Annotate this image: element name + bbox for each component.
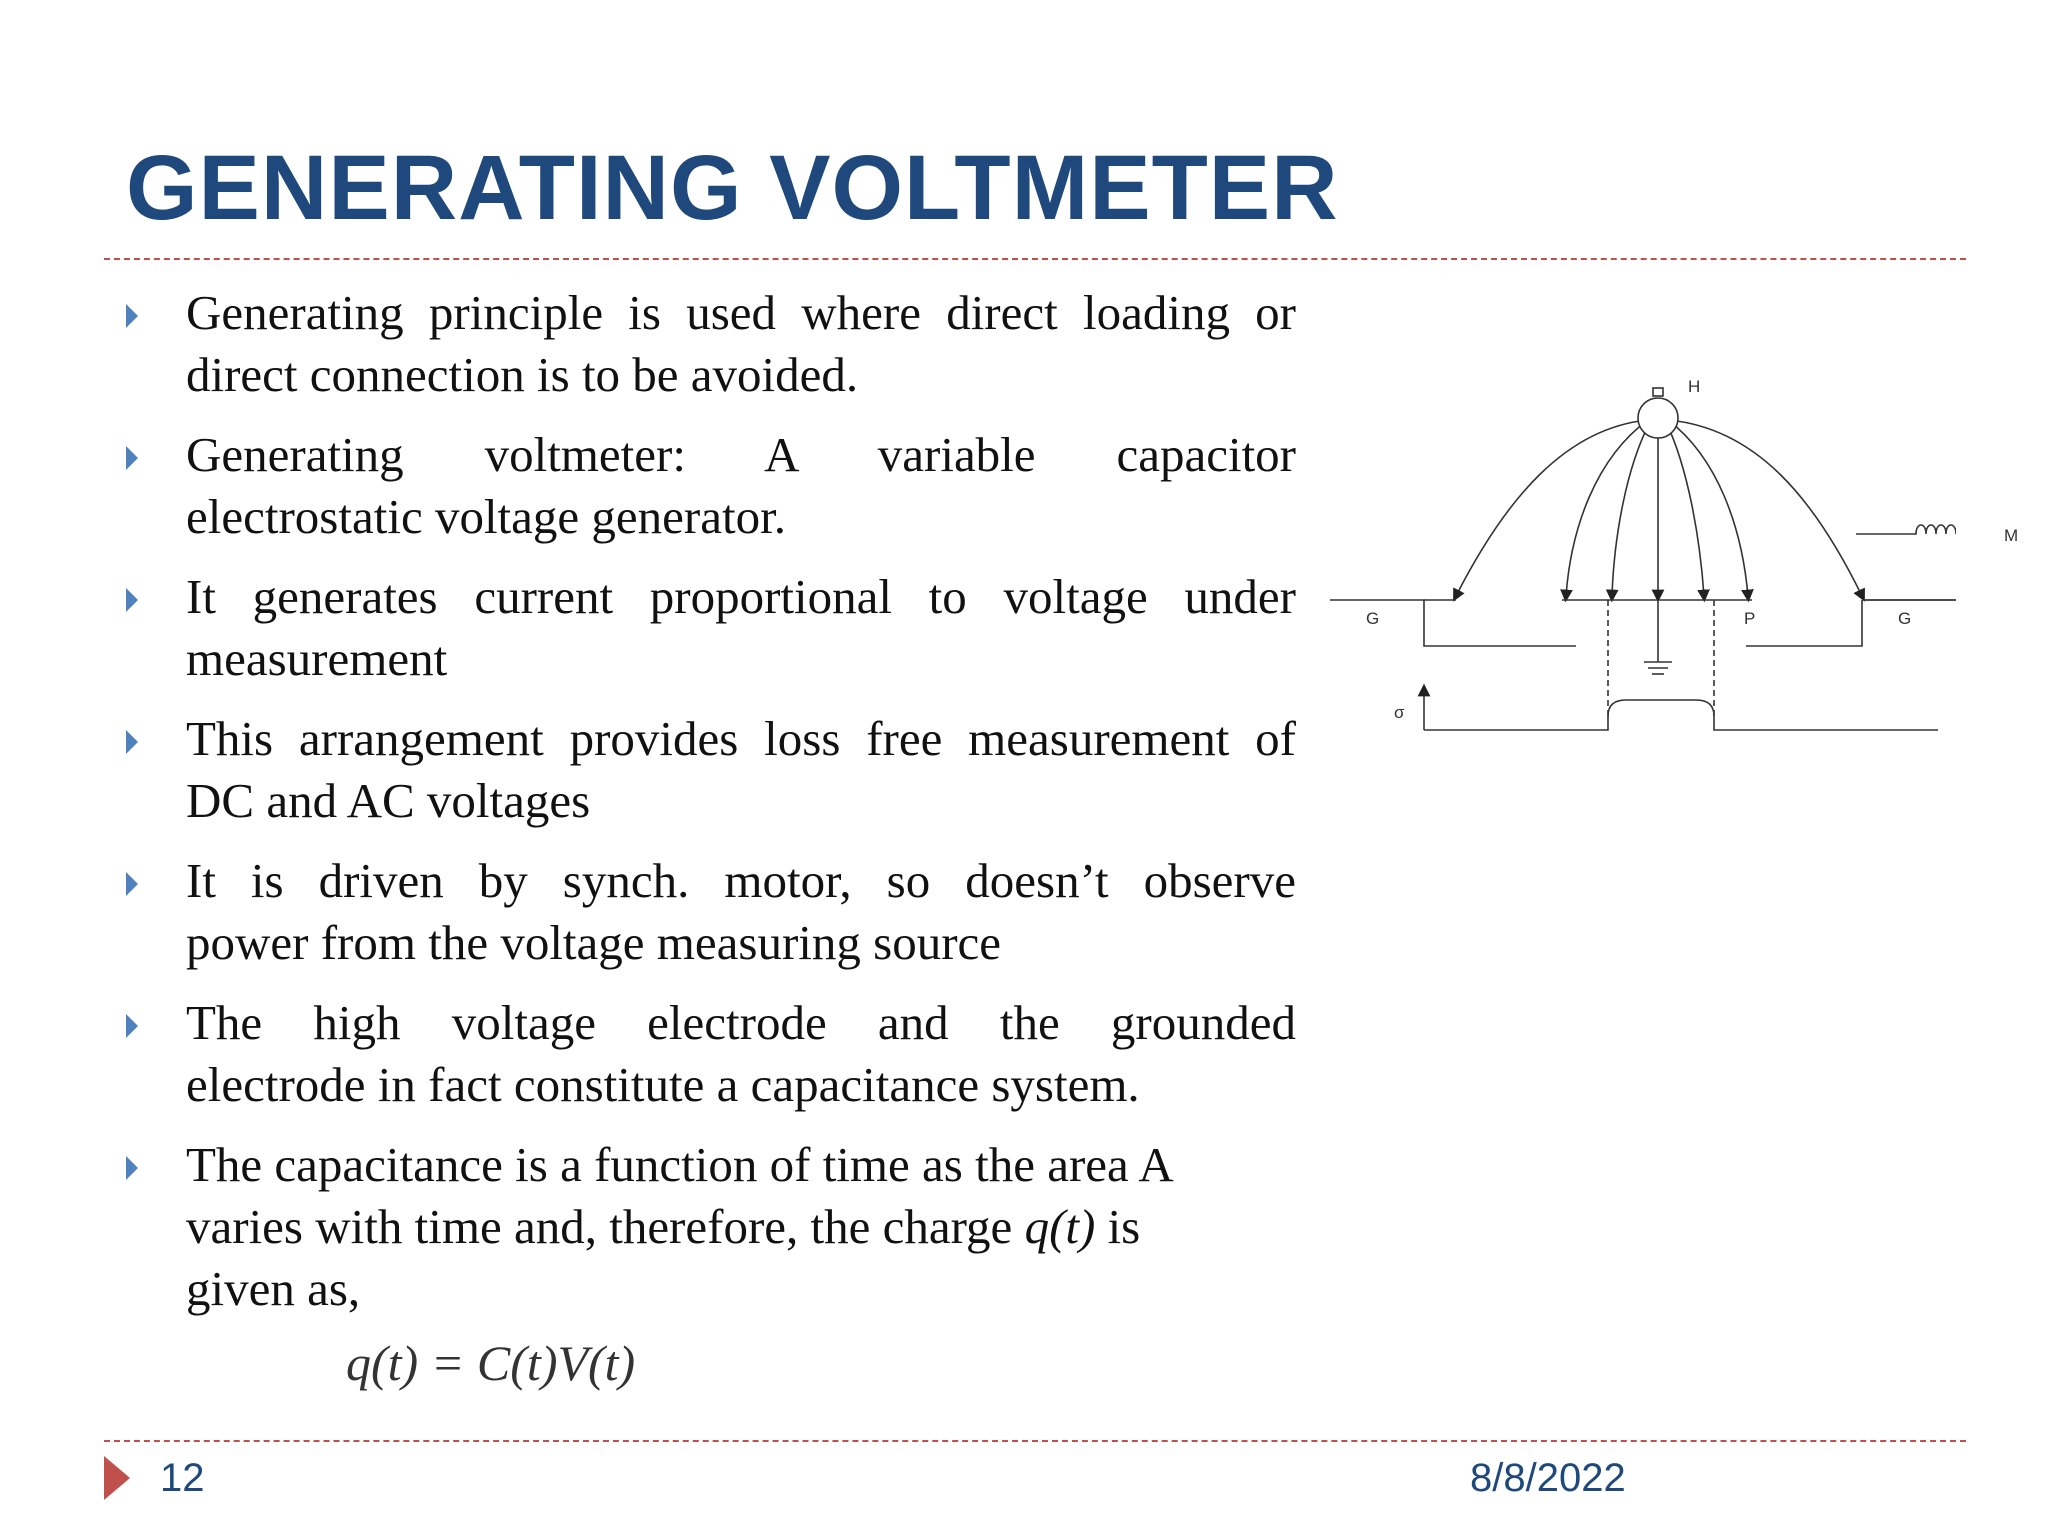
bullet-marker-icon <box>126 1014 138 1038</box>
generating-voltmeter-diagram <box>1326 378 1956 748</box>
slide-title: GENERATING VOLTMETER <box>126 137 1339 239</box>
title-divider <box>104 258 1966 260</box>
bullet-item-1 <box>126 282 1296 406</box>
field-line <box>1666 422 1704 596</box>
label-h: H <box>1688 378 1701 396</box>
bullet-text-line <box>186 1196 1296 1258</box>
slide-date: 8/8/2022 <box>1470 1456 1626 1500</box>
bullet-item-5 <box>126 850 1296 974</box>
bullet-text-line: Generating principle is used where direct loading or <box>186 285 1296 340</box>
bullet-text-line: It is driven by synch. motor, so doesn’t observe <box>186 853 1296 908</box>
bullet-text-line: direct connection is to be avoided. <box>186 347 859 402</box>
bullet-marker-icon <box>126 872 138 896</box>
charge-formula: q(t) = C(t)V(t) <box>346 1335 636 1391</box>
bullet-text-line: electrode in fact constitute a capacitance system. <box>186 1057 1140 1112</box>
bullet-text-line: DC and AC voltages <box>186 773 591 828</box>
charge-density-profile <box>1424 700 1938 730</box>
bullet-text-line: Generating voltmeter: A variable capacitor <box>186 427 1296 482</box>
footer-arrow-icon <box>104 1456 130 1500</box>
label-m-outside: M <box>2004 526 2019 545</box>
label-sigma: σ <box>1394 703 1405 722</box>
high-voltage-electrode <box>1638 398 1678 438</box>
bullet-marker-icon <box>126 730 138 754</box>
bullet-text-fragment: is <box>1095 1199 1141 1254</box>
bullet-text-line: electrostatic voltage generator. <box>186 489 786 544</box>
bullet-marker-icon <box>126 1156 138 1180</box>
field-line <box>1566 420 1648 596</box>
bullet-text-line: It generates current proportional to voltage under <box>186 569 1296 624</box>
bullet-item-7 <box>126 1134 1296 1320</box>
bullet-marker-icon <box>126 446 138 470</box>
label-g-right: G <box>1898 609 1912 628</box>
electrode-terminal <box>1653 388 1663 396</box>
field-line <box>1668 420 1862 596</box>
bullet-marker-icon <box>126 588 138 612</box>
charge-symbol: q(t) <box>1024 1199 1096 1254</box>
page-number: 12 <box>160 1456 205 1500</box>
label-g-left: G <box>1366 609 1380 628</box>
bullet-item-6 <box>126 992 1296 1116</box>
footer-divider <box>104 1440 1966 1442</box>
bullet-item-4 <box>126 708 1296 832</box>
bullet-list <box>126 282 1296 1338</box>
bullet-text-line: The high voltage electrode and the grounded <box>186 995 1296 1050</box>
bullet-item-3 <box>126 566 1296 690</box>
field-line <box>1668 420 1748 596</box>
bullet-text-line: The capacitance is a function of time as the area A <box>186 1137 1174 1192</box>
bullet-text-line: given as, <box>186 1261 361 1316</box>
motor-connection <box>1862 534 1956 600</box>
bullet-text-line: power from the voltage measuring source <box>186 915 1002 970</box>
bullet-marker-icon <box>126 304 138 328</box>
motor-coil <box>1856 525 1956 534</box>
bullet-item-2 <box>126 424 1296 548</box>
label-p: P <box>1744 609 1756 628</box>
bullet-text-line: measurement <box>186 631 448 686</box>
bullet-text-line: This arrangement provides loss free measurement of <box>186 711 1296 766</box>
bullet-text-fragment: varies with time and, therefore, the charge <box>186 1199 1025 1254</box>
